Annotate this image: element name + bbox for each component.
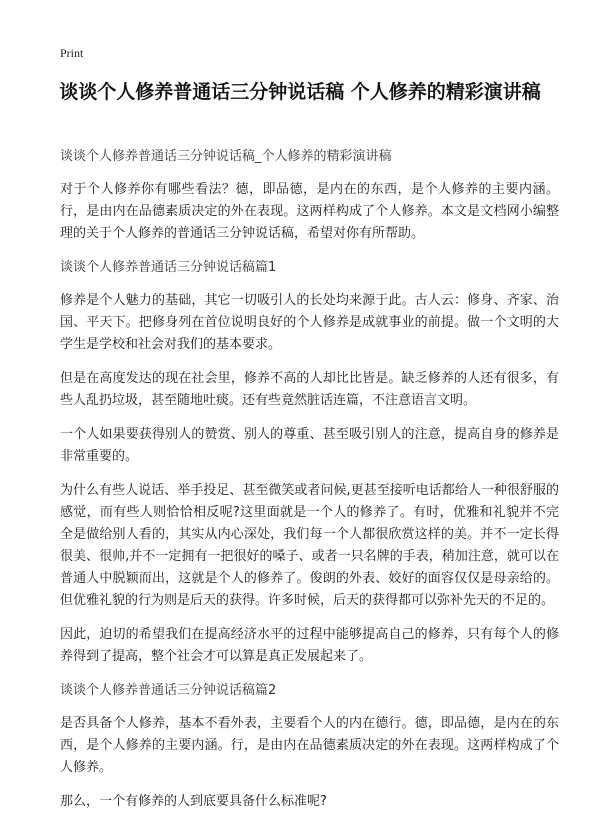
section2-paragraph: 那么，一个有修养的人到底要具备什么标准呢? [60, 794, 327, 809]
section1-paragraph: 但是在高度发达的现在社会里，修养不高的人却比比皆是。缺乏修养的人还有很多，有些人乱扔垃圾，甚至随地吐痰。还有些竟然脏话连篇，不注意语言文明。 [60, 371, 559, 408]
section1-paragraph: 修养是个人魅力的基础，其它一切吸引人的长处均来源于此。古人云：修身、齐家、治国、平天下。把修身列在首位说明良好的个人修养是成就事业的前提。做一个文明的大学生是学校和社会对我们的基本要求。 [60, 293, 559, 352]
section1-paragraph: 为什么有些人说话、举手投足、甚至微笑或者问候,更甚至接听电话都给人一种很舒服的感觉，而有些人则恰恰相反呢?这里面就是一个人的修养了。有时，优雅和礼貌并不完全是做给别人看的，其实从内心深处，我们每一个人都很欣赏这样的美。并不一定长得很美、很帅,并不一定拥有一把很好的嗓子、或者一只名牌的手表，稍加注意，就可以在普通人中脱颖而出，这就是个人的修养了。俊朗的外表、姣好的面容仅仅是母亲给的。但优雅礼貌的行为则是后天的获得。许多时候，后天的获得都可以弥补先天的不足的。 [60, 483, 559, 608]
document-subtitle: 谈谈个人修养普通话三分钟说话稿_个人修养的精彩演讲稿 [60, 149, 392, 164]
document-title: 谈谈个人修养普通话三分钟说话稿 个人修养的精彩演讲稿 [59, 81, 541, 103]
section1-paragraph: 因此，迫切的希望我们在提高经济水平的过程中能够提高自己的修养，只有每个人的修养得到了提高，整个社会才可以算是真正发展起来了。 [60, 627, 559, 664]
intro-paragraph: 对于个人修养你有哪些看法？德，即品德，是内在的东西，是个人修养的主要内涵。行，是由内在品德素质决定的外在表现。这两样构成了个人修养。本文是文档网小编整理的关于个人修养的普通话三分钟说话稿，希望对你有所帮助。 [60, 182, 559, 241]
section2-paragraph: 是否具备个人修养，基本不看外表，主要看个人的内在德行。德，即品德，是内在的东西，是个人修养的主要内涵。行，是由内在品德素质决定的外在表现。这两样构成了个人修养。 [60, 716, 559, 775]
print-link[interactable]: Print [60, 46, 84, 60]
section-heading-1: 谈谈个人修养普通话三分钟说话稿篇1 [60, 260, 277, 275]
document-body [60, 146, 559, 825]
section1-paragraph: 一个人如果要获得别人的赞赏、别人的尊重、甚至吸引别人的注意，提高自身的修养是非常重要的。 [60, 427, 559, 464]
section-heading-2: 谈谈个人修养普通话三分钟说话稿篇2 [60, 683, 277, 698]
